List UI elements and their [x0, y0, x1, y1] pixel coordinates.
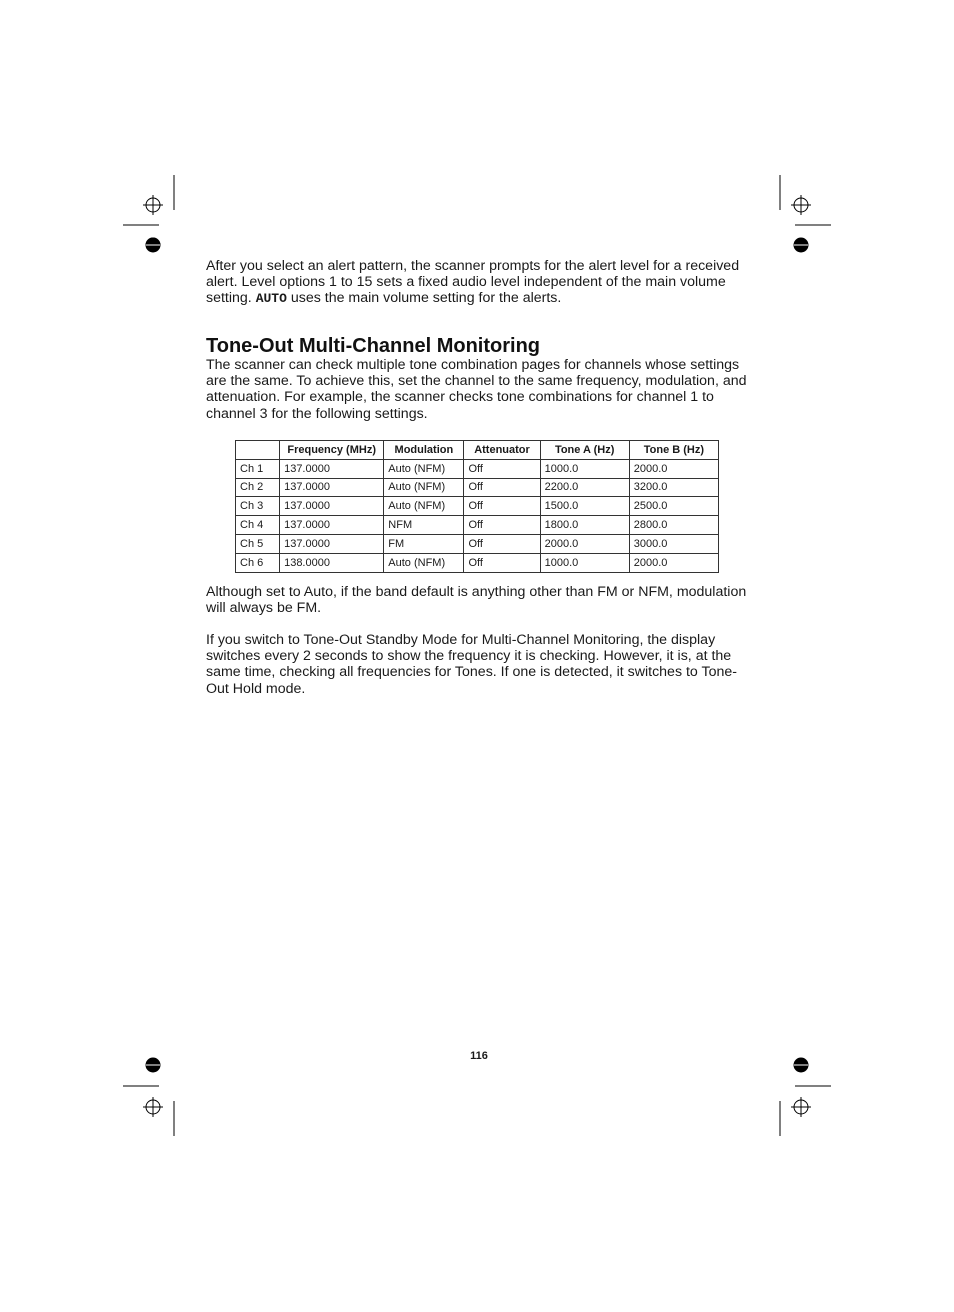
- table-cell: Off: [464, 516, 540, 535]
- table-cell: Auto (NFM): [384, 459, 464, 478]
- table-header-cell: Attenuator: [464, 441, 540, 460]
- table-cell: Ch 5: [236, 534, 280, 553]
- table-cell: 1000.0: [540, 553, 629, 572]
- section-heading: Tone-Out Multi-Channel Monitoring: [206, 335, 541, 357]
- table-cell: Off: [464, 553, 540, 572]
- table-cell: 2000.0: [629, 553, 718, 572]
- table-header-cell: Tone A (Hz): [540, 441, 629, 460]
- auto-keyword: AUTO: [255, 291, 287, 307]
- table-cell: FM: [384, 534, 464, 553]
- table-cell: 2500.0: [629, 497, 718, 516]
- table-cell: 137.0000: [280, 497, 384, 516]
- table-cell: 138.0000: [280, 553, 384, 572]
- table-cell: 137.0000: [280, 534, 384, 553]
- table-cell: 1000.0: [540, 459, 629, 478]
- table-row: [236, 516, 719, 535]
- table-row: [236, 553, 719, 572]
- table-header-cell: Tone B (Hz): [629, 441, 718, 460]
- table-cell: Auto (NFM): [384, 478, 464, 497]
- table-row: [236, 478, 719, 497]
- table-cell: Ch 1: [236, 459, 280, 478]
- table-cell: 2200.0: [540, 478, 629, 497]
- table-cell: Auto (NFM): [384, 553, 464, 572]
- table-cell: 2000.0: [629, 459, 718, 478]
- table-cell: Off: [464, 534, 540, 553]
- table-row: [236, 534, 719, 553]
- alert-level-paragraph: [206, 258, 751, 308]
- table-cell: Off: [464, 459, 540, 478]
- multi-channel-intro-paragraph: The scanner can check multiple tone combination pages for channels whose settings are the same. To achieve this, set the channel to the same frequency, modulation, and attenuation. For example, the scanner checks tone combinations for channel 1 to channel 3 for the following settings.: [206, 357, 747, 422]
- page-number: 116: [470, 1050, 488, 1062]
- table-cell: 1500.0: [540, 497, 629, 516]
- table-row: [236, 459, 719, 478]
- table-cell: Ch 4: [236, 516, 280, 535]
- table-cell: 2000.0: [540, 534, 629, 553]
- table-cell: 137.0000: [280, 478, 384, 497]
- table-cell: 137.0000: [280, 516, 384, 535]
- table-row: [236, 497, 719, 516]
- table-cell: Off: [464, 478, 540, 497]
- channel-settings-table: [235, 440, 719, 573]
- table-cell: Ch 3: [236, 497, 280, 516]
- table-cell: Auto (NFM): [384, 497, 464, 516]
- table-cell: Off: [464, 497, 540, 516]
- modulation-note-paragraph: Although set to Auto, if the band default is anything other than FM or NFM, modulation will always be FM.: [206, 584, 747, 617]
- standby-mode-paragraph: If you switch to Tone-Out Standby Mode for Multi-Channel Monitoring, the display switches every 2 seconds to show the frequency it is checking. However, it is, at the same time, checking all frequencies for Tones. If one is detected, it switches to Tone-Out Hold mode.: [206, 632, 737, 697]
- table-cell: Ch 6: [236, 553, 280, 572]
- table-cell: Ch 2: [236, 478, 280, 497]
- table-header-cell: [236, 441, 280, 460]
- table-cell: 137.0000: [280, 459, 384, 478]
- table-header-cell: Modulation: [384, 441, 464, 460]
- table-cell: NFM: [384, 516, 464, 535]
- table-cell: 2800.0: [629, 516, 718, 535]
- alert-level-text: After you select an alert pattern, the scanner prompts for the alert level for a received alert. Level options 1 to 15 sets a fixed audio level independent of the main volume setting.: [206, 258, 740, 307]
- table-cell: 1800.0: [540, 516, 629, 535]
- alert-level-text-end: uses the main volume setting for the alerts.: [286, 290, 562, 307]
- table-cell: 3200.0: [629, 478, 718, 497]
- table-header-row: [236, 441, 719, 460]
- table-header-cell: Frequency (MHz): [280, 441, 384, 460]
- table-cell: 3000.0: [629, 534, 718, 553]
